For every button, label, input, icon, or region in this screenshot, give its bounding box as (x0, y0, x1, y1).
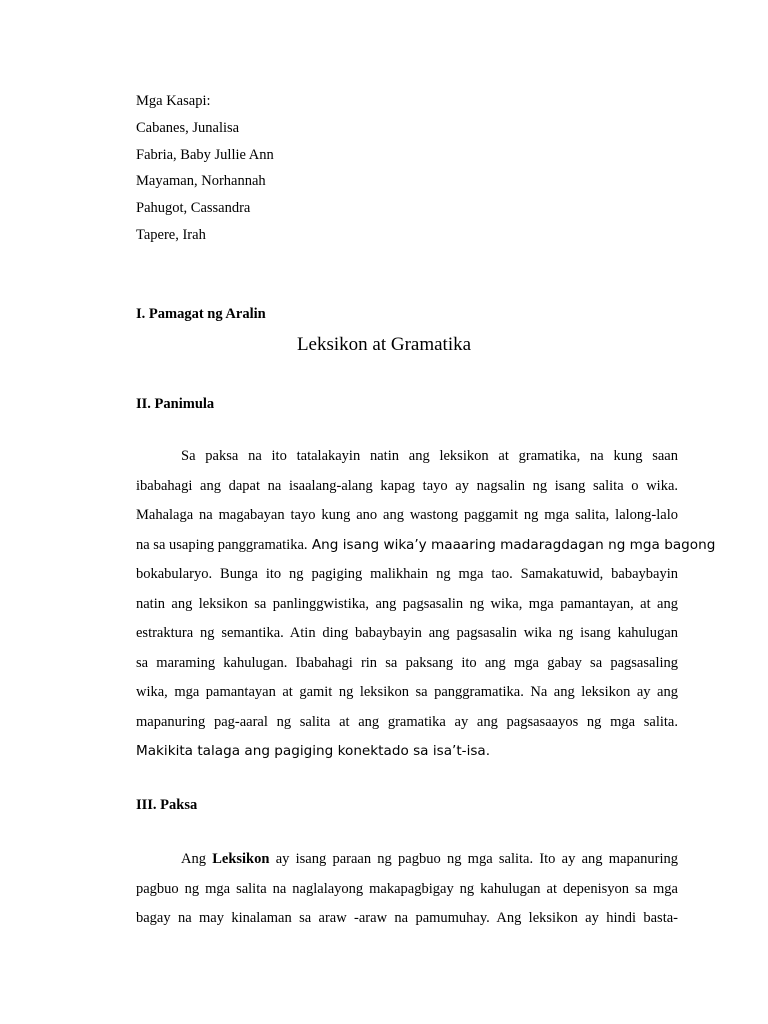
member-name: Tapere, Irah (136, 226, 206, 243)
paragraph-line: ibabahagi ang dapat na isaalang-alang kapag tayo ay nagsalin ng isang salita o wika. (136, 477, 678, 494)
member-name: Fabria, Baby Jullie Ann (136, 146, 274, 163)
section-heading-paksa: III. Paksa (136, 797, 198, 813)
member-name: Cabanes, Junalisa (136, 119, 240, 136)
paragraph-line: bokabularyo. Bunga ito ng pagiging malikhain ng mga tao. Samakatuwid, babaybayin (136, 566, 678, 582)
paragraph-line: Mahalaga na magabayan tayo kung ano ang wastong paggamit ng mga salita, lalong-lalo (136, 507, 678, 523)
panimula-paragraph (136, 442, 716, 767)
paragraph-line: natin ang leksikon sa panlinggwistika, ang pagsasalin ng wika, mga pamantayan, at ang (136, 595, 678, 612)
section-heading-pamagat: I. Pamagat ng Aralin (136, 306, 266, 322)
paragraph-line: Makikita talaga ang pagiging konektado sa isa’t-isa. (136, 743, 491, 759)
members-list (136, 88, 274, 249)
paragraph-line (136, 845, 678, 875)
paragraph-line: bagay na may kinalaman sa araw -araw na pamumuhay. Ang leksikon ay hindi basta- (136, 910, 678, 926)
member-name: Mayaman, Norhannah (136, 173, 266, 190)
line-segment: ay isang paraan ng pagbuo ng mga salita. Ito ay ang mapanuring (275, 851, 679, 867)
paragraph-line: pagbuo ng mga salita na naglalayong makapagbigay ng kahulugan at depenisyon sa mga (136, 880, 678, 897)
term-leksikon: Leksikon (212, 851, 270, 867)
paragraph-line: mapanuring pag-aaral ng salita at ang gramatika ay ang pagsasaayos ng mga salita. (136, 713, 678, 730)
line-segment: na sa usaping panggramatika. (136, 536, 308, 553)
line-segment: Ang (181, 851, 206, 867)
paragraph-line (136, 531, 716, 561)
members-label: Mga Kasapi: (136, 93, 211, 109)
section-heading-panimula: II. Panimula (136, 396, 215, 412)
member-name: Pahugot, Cassandra (136, 200, 251, 217)
paragraph-line: wika, mga pamantayan at gamit ng leksikon sa panggramatika. Na ang leksikon ay ang (136, 684, 678, 700)
paragraph-line: Sa paksa na ito tatalakayin natin ang leksikon at gramatika, na kung saan (181, 448, 678, 464)
paragraph-line: estraktura ng semantika. Atin ding babaybayin ang pagsasalin wika ng isang kahulugan (136, 625, 678, 641)
paksa-paragraph (136, 845, 678, 934)
line-segment: Ang isang wika’y maaaring madaragdagan ng mga bagong (307, 536, 716, 553)
paragraph-line: sa maraming kahulugan. Ibabahagi rin sa paksang ito ang mga gabay sa pagsasaling (136, 654, 678, 671)
lesson-title: Leksikon at Gramatika (296, 334, 472, 355)
